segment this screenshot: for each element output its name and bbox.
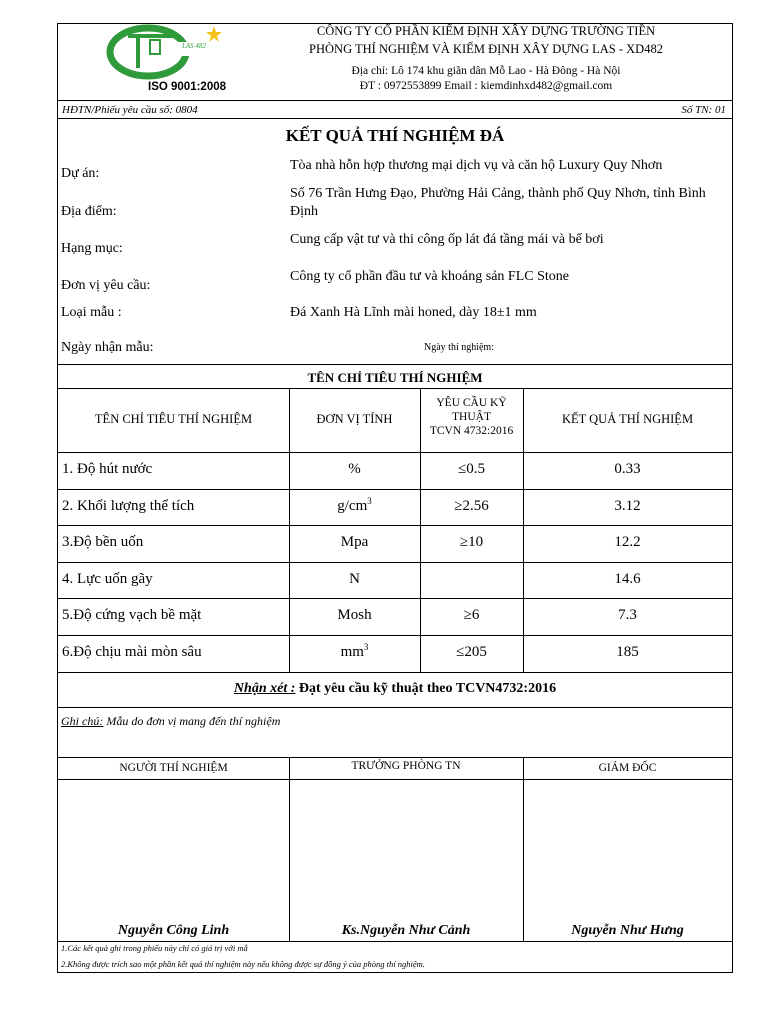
row-result: 0.33 (614, 461, 641, 477)
row-unit (289, 571, 420, 588)
signature-top-border (58, 757, 732, 758)
document-title: KẾT QUẢ THÍ NGHIỆM ĐÁ (285, 126, 505, 145)
location-value: Số 76 Trần Hưng Đạo, Phường Hải Cảng, thành phố Quy Nhơn, tỉnh Bình Định (290, 186, 706, 219)
th-test-name: TÊN CHỈ TIÊU THÍ NGHIỆM (94, 412, 253, 426)
remark-label: Nhận xét : (233, 681, 296, 696)
row-unit-text: Mosh (337, 607, 372, 624)
table-col-divider-1 (289, 388, 290, 672)
row-unit-text: g/cm (337, 497, 368, 514)
category-value: Cung cấp vật tư và thi công ốp lát đá tầng mái và bể bơi (290, 232, 604, 247)
row-unit (289, 644, 420, 661)
test-date-label: Ngày thí nghiệm: (424, 342, 494, 353)
row-unit (289, 461, 420, 478)
client-value: Công ty cổ phần đầu tư và khoáng sản FLC Stone (290, 269, 570, 284)
remark (58, 681, 732, 697)
row-result: 3.12 (614, 497, 641, 514)
row-test-name: 4. Lực uốn gãy (62, 570, 153, 587)
row-unit-text: % (348, 461, 361, 477)
client-label: Đơn vị yêu cầu: (61, 278, 151, 293)
footnote-2: 2.Không được trích sao một phần kết quả thí nghiệm này nếu không được sự đồng ý của phòng thí nghiệm. (61, 959, 425, 969)
row-unit-text: mm (340, 644, 364, 660)
row-result: 185 (616, 644, 639, 660)
sample-value: Đá Xanh Hà Lĩnh mài honed, dày 18±1 mm (290, 305, 537, 320)
company-name: CÔNG TY CỔ PHẦN KIỂM ĐỊNH XÂY DỰNG TRƯỜNG TIỀN (316, 24, 656, 38)
tester-name: Nguyễn Công Linh (117, 923, 230, 938)
tester-title: NGƯỜI THÍ NGHIỆM (119, 762, 228, 774)
row-requirement: ≥6 (463, 607, 480, 624)
th-requirement-line2: TCVN 4732:2016 (429, 425, 514, 437)
row-requirement: ≤205 (456, 644, 487, 660)
th-requirement-line1: YÊU CẦU KỸ THUẬT (436, 397, 507, 423)
section-title: TÊN CHỈ TIÊU THÍ NGHIỆM (307, 370, 483, 385)
director-title: GIÁM ĐỐC (598, 762, 657, 774)
table-row-divider (58, 635, 732, 636)
footnote-divider (58, 941, 732, 942)
signature-divider-1 (289, 757, 290, 941)
row-unit (289, 534, 420, 551)
company-address: Địa chỉ: Lô 174 khu giãn dân Mỗ Lao - Hà Đông - Hà Nội (351, 65, 621, 77)
director-name: Nguyễn Như Hưng (571, 923, 684, 938)
table-col-divider-3 (523, 388, 524, 672)
row-unit-superscript: 3 (363, 642, 369, 652)
test-number: Số TN: 01 (681, 104, 726, 116)
row-result: 7.3 (618, 607, 637, 624)
row-test-name: 3.Độ bền uốn (62, 534, 144, 551)
row-unit-superscript: 3 (367, 495, 372, 506)
ref-divider (58, 118, 732, 119)
table-row-divider (58, 598, 732, 599)
th-requirement (420, 396, 523, 438)
row-test-name: 6.Độ chịu mài mòn sâu (62, 644, 202, 660)
row-unit-text: N (349, 570, 360, 587)
table-bottom-border (58, 672, 732, 673)
iso-label: ISO 9001:2008 (148, 81, 227, 93)
row-unit (289, 607, 420, 624)
row-result: 12.2 (614, 534, 641, 551)
head-name: Ks.Nguyễn Như Cảnh (341, 923, 471, 938)
location-label: Địa điểm: (61, 204, 117, 219)
row-unit (289, 495, 420, 515)
table-row-divider (58, 562, 732, 563)
row-requirement: ≥10 (459, 534, 484, 551)
signature-title-divider (58, 779, 732, 780)
request-number: HĐTN/Phiếu yêu cầu số: 0804 (62, 104, 198, 116)
note-label: Ghi chú: (61, 714, 104, 728)
category-label: Hạng mục: (61, 241, 123, 256)
project-value: Tòa nhà hỗn hợp thương mại dịch vụ và căn hộ Luxury Quy Nhơn (290, 158, 663, 173)
row-requirement: ≥2.56 (454, 497, 489, 514)
project-label: Dự án: (61, 166, 100, 181)
row-result: 14.6 (614, 570, 641, 587)
note-text: Mẫu do đơn vị mang đến thí nghiệm (103, 714, 281, 728)
remark-divider (58, 707, 732, 708)
header-divider (58, 100, 732, 101)
info-divider (58, 364, 732, 365)
document-page (57, 23, 733, 973)
row-unit-text: Mpa (340, 534, 369, 551)
lab-name: PHÒNG THÍ NGHIỆM VÀ KIỂM ĐỊNH XÂY DỰNG LAS - XD482 (309, 42, 663, 56)
th-unit: ĐƠN VỊ TÍNH (316, 412, 393, 426)
sample-label: Loại mẫu : (61, 305, 122, 320)
table-header-border (58, 452, 732, 453)
company-contact: ĐT : 0972553899 Email : kiemdinhxd482@gmail.com (359, 80, 613, 92)
logo-text: LAS 482 (182, 42, 206, 50)
footnote-1: 1.Các kết quả ghi trong phiếu này chỉ có giá trị với mẫ (61, 943, 248, 953)
row-test-name: 5.Độ cứng vạch bề mặt (62, 607, 202, 624)
row-requirement: ≤0.5 (458, 461, 485, 477)
table-row-divider (58, 489, 732, 490)
table-top-border (58, 388, 732, 389)
received-date-label: Ngày nhận mẫu: (61, 340, 154, 355)
note (61, 714, 280, 729)
row-test-name: 2. Khối lượng thể tích (62, 497, 195, 514)
remark-text: Đạt yêu cầu kỹ thuật theo TCVN4732:2016 (295, 681, 557, 696)
th-result: KẾT QUẢ THÍ NGHIỆM (561, 412, 694, 426)
row-test-name: 1. Độ hút nước (62, 461, 153, 477)
table-row-divider (58, 525, 732, 526)
signature-divider-2 (523, 757, 524, 941)
head-title: TRƯỞNG PHÒNG TN (351, 760, 461, 772)
